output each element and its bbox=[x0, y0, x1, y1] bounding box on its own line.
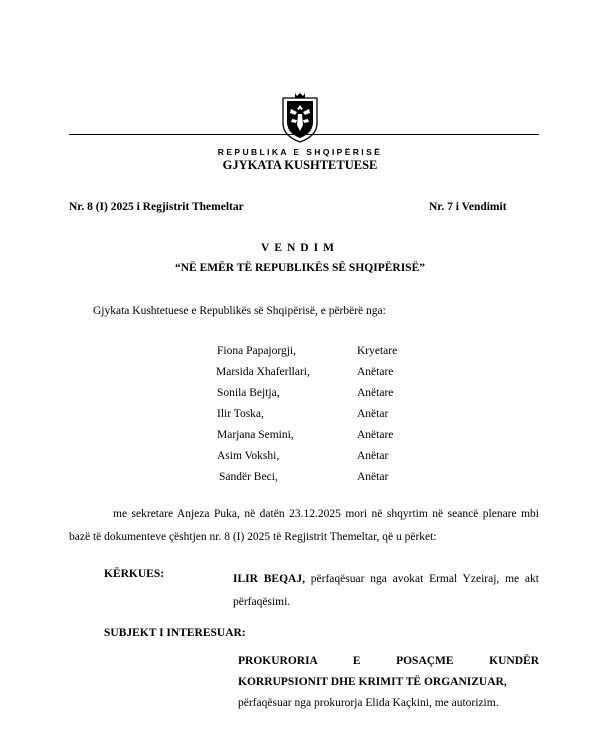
judge-name: Fiona Papajorgji, bbox=[217, 345, 297, 357]
decision-subtitle: “NË EMËR TË REPUBLIKËS SË SHQIPËRISË” bbox=[175, 262, 425, 274]
judge-role: Anëtare bbox=[357, 366, 394, 378]
claimant-representation: përfaqësuar nga avokat Ermal Yzeiraj, me akt bbox=[304, 573, 539, 585]
judge-role: Kryetare bbox=[357, 345, 398, 357]
interested-party-label: SUBJEKT I INTERESUAR: bbox=[104, 627, 246, 639]
decision-title: VENDIM bbox=[261, 242, 339, 254]
court-heading: GJYKATA KUSHTETUESE bbox=[222, 158, 378, 172]
judge-name: Sandër Beci, bbox=[219, 471, 278, 483]
albanian-eagle-emblem bbox=[279, 93, 321, 143]
judge-role: Anëtare bbox=[357, 429, 394, 441]
court-composition-intro: Gjykata Kushtetuese e Republikës së Shqipërisë, e përbërë nga: bbox=[93, 305, 386, 317]
judge-role: Anëtar bbox=[357, 408, 389, 420]
republic-heading: REPUBLIKA E SHQIPËRISË bbox=[217, 147, 383, 157]
decision-number: Nr. 7 i Vendimit bbox=[429, 201, 507, 213]
claimant-label: KËRKUES: bbox=[104, 568, 165, 580]
interested-party-details bbox=[238, 651, 539, 714]
interested-party-representation: përfaqësuar nga prokurorja Elida Kaçkini, me autorizim. bbox=[238, 697, 499, 709]
judge-name: Asim Vokshi, bbox=[217, 450, 280, 462]
claimant-representation-end: përfaqësimi. bbox=[233, 596, 291, 608]
judge-role: Anëtar bbox=[357, 471, 389, 483]
header-rule bbox=[69, 134, 539, 135]
judge-name: Ilir Toska, bbox=[217, 408, 264, 420]
judge-name: Sonila Bejtja, bbox=[217, 387, 280, 399]
session-line: me sekretare Anjeza Puka, në datën 23.12.2025 mori në shqyrtim në seancë plenare mbi bbox=[113, 508, 539, 520]
claimant-name: ILIR BEQAJ, bbox=[233, 573, 305, 585]
judge-name: Marsida Xhaferllari, bbox=[216, 366, 310, 378]
judge-role: Anëtare bbox=[357, 387, 394, 399]
judge-role: Anëtar bbox=[357, 450, 389, 462]
judge-name: Marjana Semini, bbox=[217, 429, 294, 441]
interested-party-name-cont: KORRUPSIONIT DHE KRIMIT TË ORGANIZUAR, bbox=[238, 676, 507, 688]
claimant-details bbox=[233, 568, 539, 614]
interested-party-name: PROKURORIA E POSAÇME KUNDËR bbox=[238, 655, 539, 667]
registry-case-number: Nr. 8 (I) 2025 i Regjistrit Themeltar bbox=[69, 201, 244, 213]
session-paragraph bbox=[69, 503, 539, 549]
session-line: bazë të dokumenteve çështjen nr. 8 (I) 2025 të Regjistrit Themeltar, që u përket: bbox=[69, 531, 437, 543]
